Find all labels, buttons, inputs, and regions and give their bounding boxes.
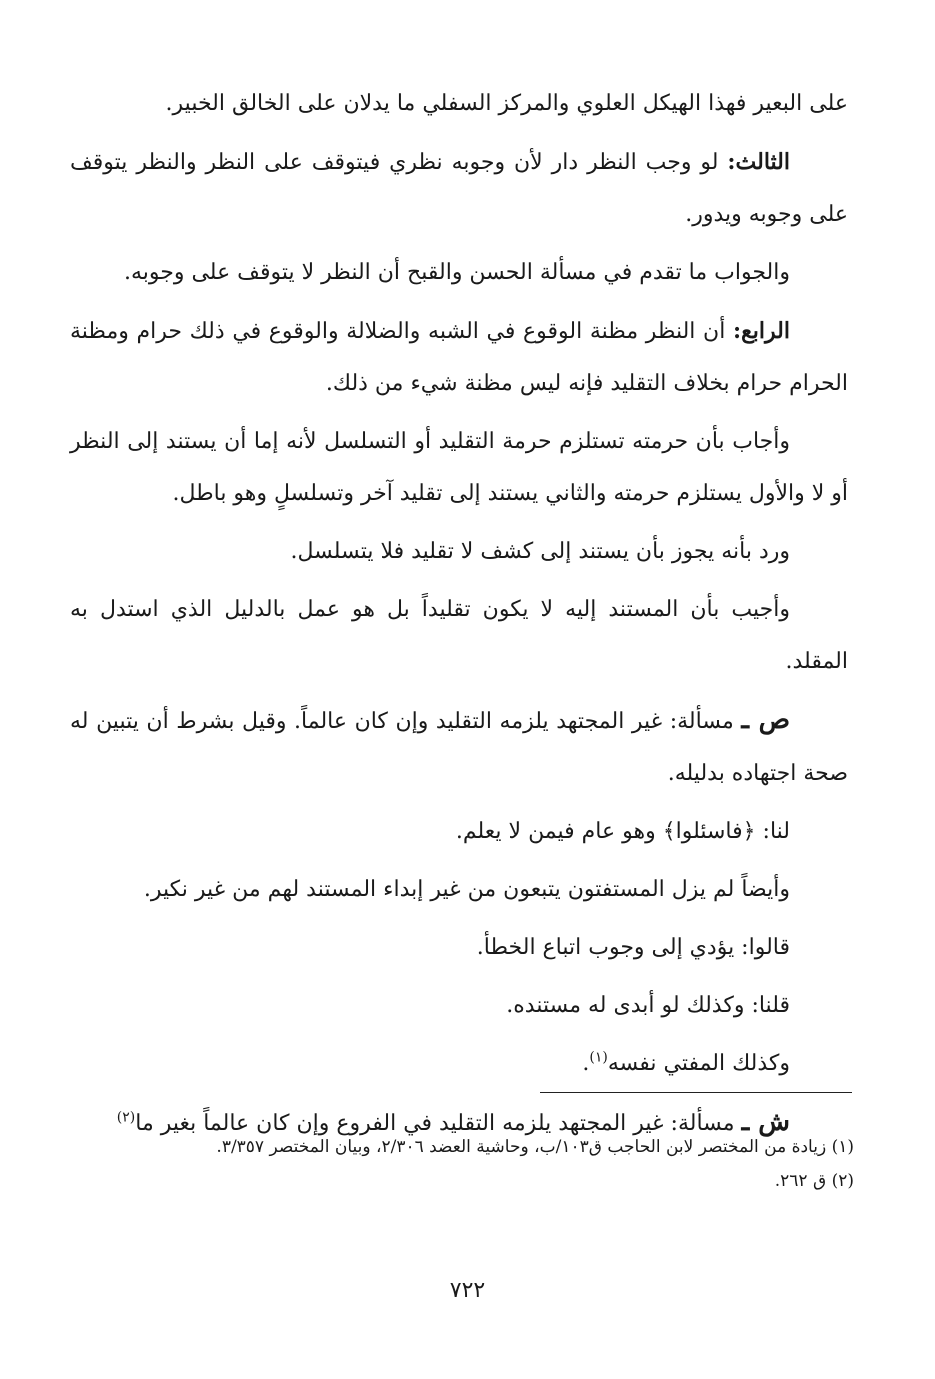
paragraph-issue-matn-text: مسألة: غير المجتهد يلزمه التقليد وإن كان عالماً. وقيل بشرط أن يتبين له صحة اجتهاده بدليله.	[70, 709, 848, 786]
paragraph-evidence: لنا: ﴿فاسئلوا﴾ وهو عام فيمن لا يعلم.	[455, 819, 790, 844]
paragraph-we-said: قلنا: وكذلك لو أبدى له مستنده.	[506, 993, 790, 1018]
paragraph-response: وأجيب بأن المستند إليه لا يكون تقليداً بل هو عمل بالدليل الذي استدل به المقلد.	[70, 597, 848, 674]
footnote-separator	[540, 1092, 852, 1093]
footnote-ref-2: (٢)	[116, 1109, 136, 1126]
paragraph-reply: وأجاب بأن حرمته تستلزم حرمة التقليد أو التسلسل لأنه إما أن يستند إلى النظر أو لا والأول يستلزم حرمته والثاني يستند إلى تقليد آخر وتسلسلٍ وهو باطل.	[70, 429, 848, 506]
footnote-ref-1: (١)	[589, 1049, 608, 1066]
label-shin: ش ـ	[741, 1107, 790, 1137]
paragraph-third-objection	[70, 136, 848, 241]
label-third: الثالث:	[727, 149, 790, 175]
paragraph-third-text: لو وجب النظر دار لأن وجوبه نظري فيتوقف على النظر والنظر يتوقف على وجوبه ويدور.	[70, 150, 848, 227]
paragraph-they-said: قالوا: يؤدي إلى وجوب اتباع الخطأ.	[476, 935, 790, 960]
paragraph-mufti-end: .	[582, 1051, 590, 1076]
footnotes	[70, 1130, 854, 1198]
paragraph-issue-matn	[70, 694, 848, 800]
paragraph-mufti-text: وكذلك المفتي نفسه	[607, 1051, 790, 1076]
page-number: ٧٢٢	[449, 1278, 486, 1303]
paragraph-fourth-objection	[70, 305, 848, 410]
paragraph-fourth-text: أن النظر مظنة الوقوع في الشبه والضلالة والوقوع في ذلك حرام ومظنة الحرام حرام بخلاف التقليد فإنه ليس مظنة شيء من ذلك.	[70, 319, 848, 396]
footnote-2: (٢) ق ٢٦٢.	[774, 1171, 854, 1191]
main-text	[70, 78, 848, 1150]
paragraph-answer: والجواب ما تقدم في مسألة الحسن والقبح أن النظر لا يتوقف على وجوبه.	[123, 260, 790, 285]
paragraph-issue-sharh-text: مسألة: غير المجتهد يلزمه التقليد في الفروع وإن كان عالماً بغير ما	[135, 1111, 742, 1136]
label-fourth: الرابع:	[732, 318, 790, 344]
paragraph-also: وأيضاً لم يزل المستفتون يتبعون من غير إبداء المستند لهم من غير نكير.	[143, 877, 790, 902]
paragraph-mufti	[70, 1038, 848, 1090]
paragraph-1: على البعير فهذا الهيكل العلوي والمركز السفلي ما يدلان على الخالق الخبير.	[165, 91, 848, 116]
label-sad: ص ـ	[741, 705, 791, 735]
footnote-1: (١) زيادة من المختصر لابن الحاجب ق١٠٣/ب، وحاشية العضد ٢/٣٠٦، وبيان المختصر ٣/٣٥٧.	[216, 1137, 854, 1157]
paragraph-rebuttal: ورد بأنه يجوز بأن يستند إلى كشف لا تقليد فلا يتسلسل.	[290, 539, 790, 564]
